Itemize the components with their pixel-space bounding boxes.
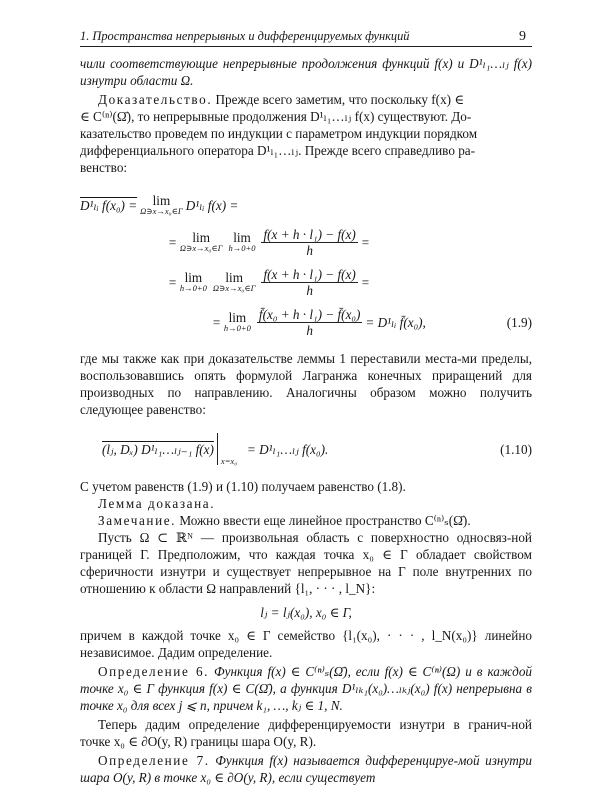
chapter-title: 1. Пространства непрерывных и дифференцируемых функций — [80, 29, 410, 43]
eq19-row3-numerator: f(x + h · l₁) − f(x) — [263, 266, 356, 282]
proof-line-4: дифференциального оператора D¹ₗ₁…ₗⱼ. Прежде всего справедливо ра- — [80, 143, 476, 158]
paragraph-domain: Пусть Ω ⊂ ℝᴺ — произвольная область с поверхностно односвяз-ной границей Γ. Предположим, что каждая точка x₀ ∈ Γ обладает свойством сферичности изнутри и существует непрерывное на Γ поле внутренних по отношению к области Ω направлений {l₁, · · · , l_N}: — [80, 530, 532, 596]
paragraph-boundary: Теперь дадим определение дифференцируемости изнутри в гранич-ной точке x₀ ∈ ∂O(y, R) границы шара O(y, R). — [80, 717, 532, 749]
eq19-row2-lim2-sub: h→0+0 — [228, 243, 256, 253]
eq19-row1-lhs: D¹ₗᵢ f(x₀) = — [80, 197, 138, 213]
paragraph-continuation: чили соответствующие непрерывные продолжения функций f(x) и D¹ₗ₁…ₗⱼ f(x) изнутри области Ω. — [80, 56, 532, 88]
eq19-row4-numerator: f̄(x₀ + h · l₁) − f̄(x₀) — [258, 306, 361, 322]
eq19-row2-denominator: h — [306, 242, 313, 258]
proof-label: Доказательство. — [98, 92, 213, 107]
equation-1-10 — [80, 430, 532, 468]
proof-line-2: ∈ C⁽ⁿ⁾(Ω̄), то непрерывные продолжения D¹ₗ₁…ₗⱼ f(x) существуют. До- — [80, 109, 472, 124]
proof-line-3: казательство проведем по индукции с параметром индукции порядком — [80, 126, 478, 141]
eq110-rhs: = D¹ₗ₁…ₗⱼ f(x₀). — [246, 441, 329, 457]
equation-number-1-10: (1.10) — [500, 441, 532, 457]
running-header — [80, 28, 532, 47]
definition-6-text: Функция f(x) ∈ C⁽ⁿ⁾ₛ(Ω̄), если f(x) ∈ C⁽ⁿ⁾(Ω) и в каждой точке x₀ ∈ Γ функция f(x) ∈ C(Ω̄), а функция D¹ₗₖ₁(x₀)…ₗₖⱼ(x₀) f(x) непрерывна в точке x₀ для всех j ⩽ n, причем k₁, …, kⱼ ∈ 1, N. — [80, 664, 533, 713]
eq19-row1-lim: lim — [152, 193, 171, 208]
lemma-proved: Лемма доказана. — [98, 496, 216, 511]
eq110-eval-sub: x=x₀ — [220, 456, 238, 466]
paragraph-after-1-9: где мы также как при доказательстве леммы 1 переставили места-ми пределы, воспользовавшись опять формулой Лагранжа конечных приращений для производных по направлению. Аналогичны образом можно получить следующее равенство: — [80, 351, 532, 417]
eq19-row4-denominator: h — [306, 322, 313, 338]
eq19-row4-rhs: = D¹ₗᵢ f̄(x₀), — [365, 314, 426, 330]
eq19-row4-lim-sub: h→0+0 — [223, 323, 251, 333]
definition-6-label: Определение 6. — [98, 664, 210, 679]
paragraph-independent: причем в каждой точке x₀ ∈ Γ семейство {l₁(x₀), · · · , l_N(x₀)} линейно независимое. Дадим определение. — [80, 628, 532, 660]
paragraph-summary: С учетом равенств (1.9) и (1.10) получаем равенство (1.8). — [80, 479, 406, 494]
definition-7-text: Функция f(x) называется дифференцируе-мой изнутри шара O(y, R) в точке x₀ ∈ ∂O(y, R), если существует — [80, 753, 532, 785]
eq19-row2-numerator: f(x + h · l₁) − f(x) — [263, 226, 356, 242]
eq19-row3-lim1-sub: h→0+0 — [179, 283, 207, 293]
page-number: 9 — [519, 29, 526, 44]
proof-block — [80, 91, 532, 176]
equation-number-1-9: (1.9) — [506, 314, 532, 330]
proof-line-1: Прежде всего заметим, что поскольку f(x) ∈ — [215, 92, 465, 107]
definition-7-label: Определение 7. — [98, 753, 210, 768]
eq19-row2-lim1-sub: Ω∋x→x₀∈Γ — [179, 243, 223, 253]
eq19-row3-denominator: h — [306, 282, 313, 298]
eq19-row1-lim-sub: Ω∋x→x₀∈Γ — [140, 206, 183, 216]
proof-line-5: венство: — [80, 160, 128, 175]
eq110-lhs: (lⱼ, Dₓ) D¹ₗ₁…ₗⱼ₋₁ f(x) — [102, 441, 214, 457]
equation-1-9: D¹ₗᵢ f(x₀) = lim Ω∋x→x₀∈Γ D¹ₗᵢ f(x) = = lim Ω∋x→x₀∈Γ lim h→0+0 $\frac{\text{f(x + h · l₁) − f(x)}}{h}$ = = lim h→0+0 lim Ω∋x→x₀∈Γ $\frac{\text{f(x + h · l₁) − f(x)}}{h}$ = = lim h→0+0 $\frac{\text{f̄(x₀ + h · l₁) − f̄(x₀)}}{h}$ = D¹ₗᵢ f̄(x₀), (1.9) — [80, 193, 532, 338]
eq-directions-text: lⱼ = lⱼ(x₀), x₀ ∈ Γ, — [260, 604, 352, 620]
eq19-row1-rhs: D¹ₗᵢ f(x) = — [185, 197, 239, 213]
remark-text: Можно ввести еще линейное пространство C⁽ⁿ⁾ₛ(Ω̄). — [179, 513, 471, 528]
equation-directions — [80, 597, 532, 627]
page — [80, 28, 532, 786]
remark-label: Замечание. — [98, 513, 177, 528]
eq19-row3-lim2-sub: Ω∋x→x₀∈Γ — [212, 283, 256, 293]
